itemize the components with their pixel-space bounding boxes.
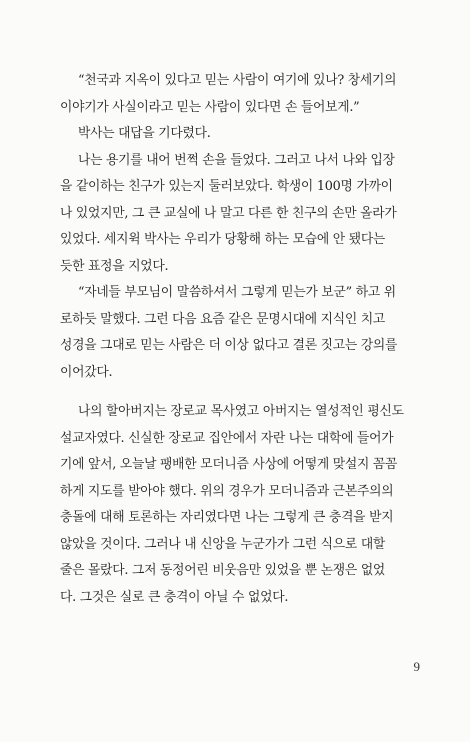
paragraph — [60, 121, 420, 148]
text-line: 성경을 그대로 믿는 사람은 더 이상 없다고 결론 짓고는 강의를 — [60, 338, 398, 353]
paragraph — [60, 68, 420, 121]
text-line: 설교자였다. 신실한 장로교 집안에서 자란 나는 대학에 들어가 — [60, 430, 394, 446]
text-line: 로하듯 말했다. 그런 다음 요즘 같은 문명시대에 지식인 치고 — [60, 311, 386, 327]
text-line: 다. 그것은 실로 큰 충격이 아닐 수 없었다. — [60, 589, 289, 605]
text-line: 줄은 몰랐다. 그저 동정어린 비웃음만 있었을 뿐 논쟁은 없었 — [60, 563, 386, 578]
page-number: 9 — [413, 659, 420, 674]
paragraph — [60, 148, 420, 281]
text-line: 을 같이하는 친구가 있는지 둘러보았다. 학생이 100명 가까이 — [60, 179, 393, 194]
text-line: “자네들 부모님이 말씀하셔서 그렇게 믿는가 보군” 하고 위 — [78, 285, 396, 300]
text-line: 나는 용기를 내어 번쩍 손을 들었다. 그러고 나서 나와 입장 — [78, 152, 395, 168]
text-block-1 — [60, 68, 420, 386]
text-line: 나의 할아버지는 장로교 목사였고 아버지는 열성적인 평신도 — [78, 404, 404, 419]
text-line: 있었다. 세지윅 박사는 우리가 당황해 하는 모습에 안 됐다는 — [60, 232, 386, 247]
text-line: 이야기가 사실이라고 믿는 사람이 있다면 손 들어보게.” — [60, 99, 360, 115]
text-block-2 — [60, 399, 420, 611]
text-line: “천국과 지옥이 있다고 믿는 사람이 여기에 있나? 창세기의 — [78, 73, 397, 88]
text-line: 충돌에 대해 토론하는 자리였다면 나는 그렇게 큰 충격을 받지 — [60, 510, 394, 525]
text-line: 나 있었지만, 그 큰 교실에 나 말고 다른 한 친구의 손만 올라가 — [60, 205, 397, 221]
text-line: 박사는 대답을 기다렸다. — [78, 126, 211, 141]
text-line: 하게 지도를 받아야 했다. 위의 경우가 모더니즘과 근본주의의 — [60, 483, 394, 499]
text-line: 듯한 표정을 지었다. — [60, 258, 169, 274]
text-line: 않았을 것이다. 그러나 내 신앙을 누군가가 그런 식으로 대할 — [60, 536, 386, 552]
paragraph — [60, 280, 420, 386]
text-line: 이어갔다. — [60, 364, 113, 380]
paragraph — [60, 399, 420, 611]
text-line: 기에 앞서, 오늘날 팽배한 모더니즘 사상에 어떻게 맞설지 꼼꼼 — [60, 457, 398, 472]
